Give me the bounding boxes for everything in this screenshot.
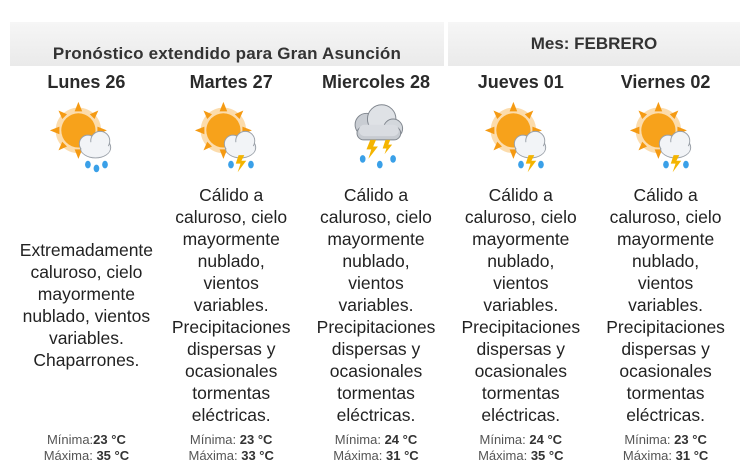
description-line: caluroso, cielo: [175, 207, 288, 227]
description-line: caluroso, cielo: [464, 207, 577, 227]
description-line: dispersas y: [621, 339, 710, 359]
temperatures: [593, 432, 738, 464]
max-temp: 35 °C: [530, 448, 564, 463]
description-line: dispersas y: [331, 339, 421, 359]
description-line: caluroso, cielo: [609, 207, 722, 227]
max-temp-row: [304, 448, 449, 464]
description-line: variables.: [628, 295, 704, 315]
min-label: Mínima:: [624, 432, 671, 447]
description-line: variables.: [338, 295, 414, 315]
description-line: mayormente: [616, 229, 715, 249]
sun-cloud-storm-icon: [628, 100, 704, 176]
description-line: eléctricas.: [481, 405, 561, 425]
description-line: variables.: [48, 328, 124, 348]
description-line: caluroso, cielo: [30, 262, 143, 282]
description-line: mayormente: [182, 229, 280, 249]
day-name: Jueves 01: [477, 72, 564, 92]
temperatures: [159, 432, 304, 464]
max-temp-row: [14, 448, 159, 464]
max-temp: 33 °C: [241, 448, 274, 463]
sun-cloud-storm-icon: [193, 100, 269, 176]
forecast-description: [304, 184, 449, 426]
day-column: [304, 66, 449, 474]
max-label: Máxima:: [43, 448, 93, 463]
day-name: Viernes 02: [620, 72, 711, 92]
day-column: [159, 66, 304, 474]
description-line: mayormente: [327, 229, 425, 249]
day-column: [448, 66, 593, 474]
description-line: ocasionales: [474, 361, 567, 381]
description-line: nublado,: [197, 251, 265, 271]
min-temp: 23 °C: [674, 432, 707, 447]
min-label: Mínima:: [189, 432, 237, 447]
description-line: Cálido a: [343, 185, 409, 205]
min-temp-row: [14, 432, 159, 448]
day-name: Miercoles 28: [321, 72, 431, 92]
temperatures: [14, 432, 159, 464]
description-line: tormentas: [481, 383, 560, 403]
forecast-description: [448, 184, 593, 426]
forecast-description: [593, 184, 738, 426]
description-line: Cálido a: [488, 185, 553, 205]
header-month-cell: [448, 22, 740, 66]
header-row: [10, 22, 740, 66]
sun-cloud-rain-icon: [48, 100, 124, 176]
sun-cloud-storm-icon: [483, 100, 559, 176]
description-line: eléctricas.: [626, 405, 705, 425]
description-line: nublado, vientos: [22, 306, 151, 326]
description-line: Precipitaciones: [461, 317, 581, 337]
description-line: eléctricas.: [191, 405, 271, 425]
description-line: Chaparrones.: [33, 350, 140, 370]
min-temp: 23 °C: [93, 432, 126, 447]
description-line: ocasionales: [329, 361, 423, 381]
forecast-description: [14, 239, 159, 371]
min-temp: 24 °C: [529, 432, 563, 447]
description-line: dispersas y: [186, 339, 276, 359]
min-temp-row: [448, 432, 593, 448]
forecast-title: Pronóstico extendido para Gran Asunción: [52, 44, 402, 63]
description-line: Cálido a: [633, 185, 698, 205]
description-line: Precipitaciones: [606, 317, 725, 337]
max-label: Máxima:: [188, 448, 238, 463]
max-temp-row: [593, 448, 738, 464]
day-column: [593, 66, 738, 474]
max-temp: 31 °C: [675, 448, 709, 463]
min-temp-row: [304, 432, 449, 448]
description-line: ocasionales: [184, 361, 278, 381]
description-line: vientos: [637, 273, 694, 293]
max-label: Máxima:: [478, 448, 528, 463]
rain-drops: [85, 161, 108, 172]
header-title-cell: [10, 22, 448, 66]
min-temp: 23 °C: [239, 432, 273, 447]
description-line: nublado,: [342, 251, 410, 271]
description-line: tormentas: [626, 383, 705, 403]
day-name: Martes 27: [189, 72, 273, 92]
max-label: Máxima:: [333, 448, 383, 463]
temperatures: [448, 432, 593, 464]
min-temp: 24 °C: [384, 432, 418, 447]
min-label: Mínima:: [46, 432, 94, 447]
description-line: nublado,: [487, 251, 555, 271]
min-temp-row: [593, 432, 738, 448]
max-temp: 35 °C: [96, 448, 130, 463]
description-line: nublado,: [632, 251, 700, 271]
month-label: Mes: FEBRERO: [530, 34, 658, 53]
description-line: Cálido a: [199, 185, 264, 205]
description-line: ocasionales: [619, 361, 712, 381]
description-line: vientos: [203, 273, 259, 293]
description-line: mayormente: [472, 229, 570, 249]
description-line: Precipitaciones: [316, 317, 436, 337]
cloud-storm-rain-icon: [338, 100, 414, 176]
forecast-description: [159, 184, 304, 426]
min-label: Mínima:: [334, 432, 381, 447]
description-line: tormentas: [192, 383, 271, 403]
description-line: tormentas: [337, 383, 415, 403]
description-line: vientos: [493, 273, 549, 293]
description-line: variables.: [483, 295, 559, 315]
temperatures: [304, 432, 449, 464]
lightning-bolt: [366, 140, 392, 159]
days-row: [14, 66, 738, 474]
description-line: Precipitaciones: [171, 317, 291, 337]
storm-cloud-shape: [355, 105, 403, 140]
description-line: eléctricas.: [336, 405, 416, 425]
max-label: Máxima:: [622, 448, 672, 463]
rain-drops: [360, 155, 396, 168]
description-line: Extremadamente: [19, 240, 154, 260]
description-line: caluroso, cielo: [320, 207, 432, 227]
description-line: variables.: [193, 295, 269, 315]
day-name: Lunes 26: [47, 72, 126, 92]
max-temp: 31 °C: [386, 448, 419, 463]
description-line: dispersas y: [476, 339, 566, 359]
min-temp-row: [159, 432, 304, 448]
min-label: Mínima:: [479, 432, 526, 447]
description-line: mayormente: [37, 284, 136, 304]
max-temp-row: [159, 448, 304, 464]
day-column: [14, 66, 159, 474]
description-line: vientos: [348, 273, 404, 293]
max-temp-row: [448, 448, 593, 464]
